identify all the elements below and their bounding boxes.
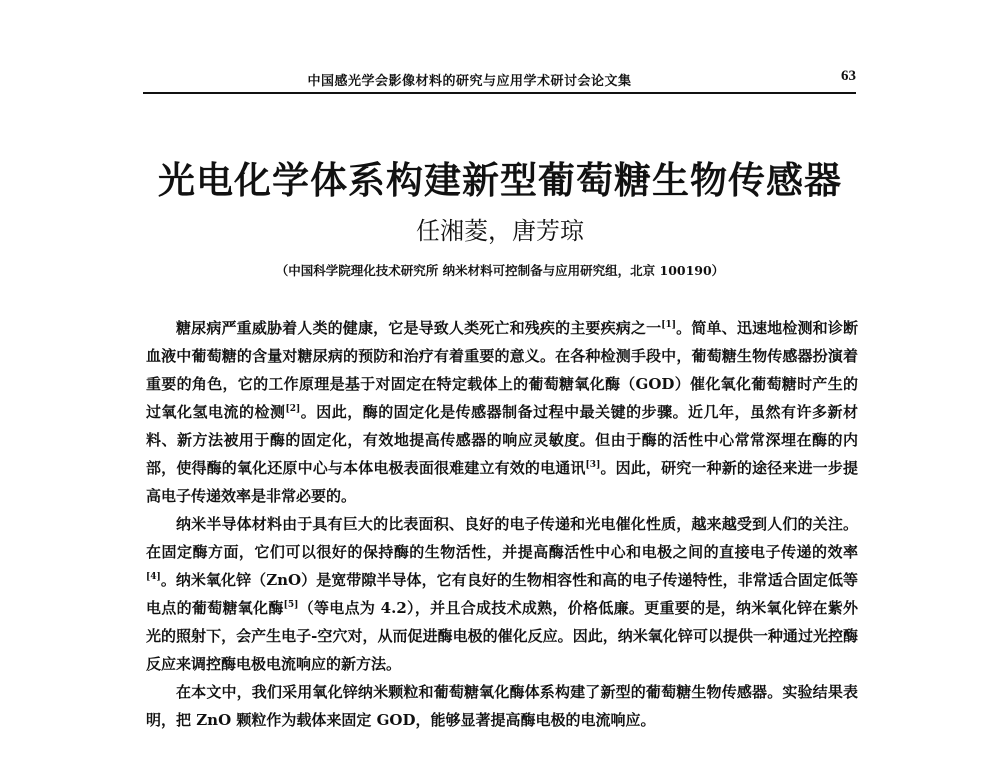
body-text — [146, 314, 858, 760]
paragraph-2 — [146, 510, 858, 678]
citation-1: [1] — [661, 320, 677, 330]
paragraph-3 — [146, 678, 858, 734]
paragraph-2-text-b: 。纳米氧化锌（ZnO）是宽带隙半导体，它有良好的生物相容性和高的电子传递特性，非常适合固定低等电点的葡萄糖氧化酶 — [146, 571, 858, 617]
paragraph-1 — [146, 314, 858, 510]
paragraph-3-text-a: 在本文中，我们采用氧化锌纳米颗粒和葡萄糖氧化酶体系构建了新型的葡萄糖生物传感器。实验结果表明，把 ZnO 颗粒作为载体来固定 GOD，能够显著提高酶电极的电流响应。 — [146, 683, 858, 729]
paragraph-1-text-c: 。因此，酶的固定化是传感器制备过程中最关键的步骤。近几年，虽然有许多新材料、新方法被用于酶的固定化，有效地提高传感器的响应灵敏度。但由于酶的活性中心常常深埋在酶的内部，使得酶的氧化还原中心与本体电极表面很难建立有效的电通讯 — [146, 403, 858, 477]
citation-4: [4] — [146, 572, 161, 582]
paragraph-1-text-b: 。简单、迅速地检测和诊断血液中葡萄糖的含量对糖尿病的预防和治疗有着重要的意义。在各种检测手段中，葡萄糖生物传感器扮演着重要的角色，它的工作原理是基于对固定在特定载体上的葡萄糖氧化酶（GOD）催化氧化葡萄糖时产生的过氧化氢电流的检测 — [146, 319, 858, 421]
paragraph-1-text-a: 糖尿病严重威胁着人类的健康，它是导致人类死亡和残疾的主要疾病之一 — [176, 319, 662, 337]
citation-5: [5] — [283, 600, 299, 610]
citation-3: [3] — [585, 460, 601, 470]
paragraph-2-text-a: 纳米半导体材料由于具有巨大的比表面积、良好的电子传递和光电催化性质，越来越受到人们的关注。在固定酶方面，它们可以很好的保持酶的生物活性，并提高酶活性中心和电极之间的直接电子传递的效率 — [146, 515, 858, 561]
running-header — [143, 66, 856, 94]
authors: 任湘菱，唐芳琼 — [416, 217, 584, 245]
citation-2: [2] — [285, 404, 301, 414]
paragraph-2-text-c: （等电点为 4.2），并且合成技术成熟，价格低廉。更重要的是，纳米氧化锌在紫外光的照射下，会产生电子-空穴对，从而促进酶电极的催化反应。因此，纳米氧化锌可以提供一种通过光控酶反应来调控酶电极电流响应的新方法。 — [146, 599, 858, 673]
header-title: 中国感光学会影像材料的研究与应用学术研讨会论文集 — [307, 74, 632, 89]
affiliation: （中国科学院理化技术研究所 纳米材料可控制备与应用研究组，北京 100190） — [275, 263, 725, 278]
paragraph-1-text-d: 。因此，研究一种新的途径来进一步提高电子传递效率是非常必要的。 — [146, 459, 858, 505]
paper-title: 光电化学体系构建新型葡萄糖生物传感器 — [158, 158, 842, 202]
page-number: 63 — [841, 68, 856, 84]
